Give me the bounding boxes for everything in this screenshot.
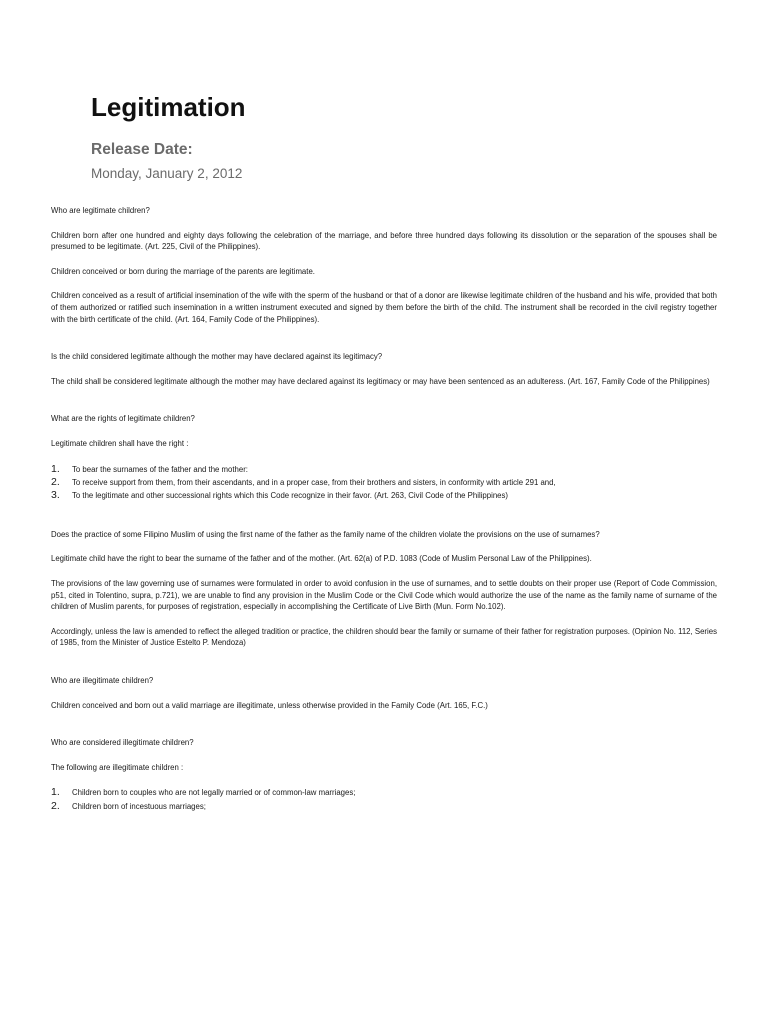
list-item: [51, 463, 717, 476]
list-number: 2.: [51, 475, 60, 488]
list-number: 3.: [51, 489, 60, 502]
paragraph: The provisions of the law governing use of surnames were formulated in order to avoid confusion in the use of surnames, and to settle doubts on their proper use (Report of Code Commission, p51, cited in Tolentino, supra, p.721), we are unable to find any provision in the Muslim Code or the Civil Code which would authorize the use of the name as the family name of surname of the children of Muslim parents, for purposes of registration, especially in accomplishing the Certificate of Live Birth (Mun. Form No.102).: [51, 578, 717, 612]
list-item-text: Children born to couples who are not legally married or of common-law marriages;: [72, 788, 356, 798]
paragraph: Children conceived as a result of artificial insemination of the wife with the sperm of the husband or that of a donor are likewise legitimate children of the husband and his wife, provided that both of them authorized or ratified such insemination in a written instrument executed and signed by them before the birth of the child. The instrument shall be recorded in the civil registry together with the birth certificate of the child. (Art. 164, Family Code of the Philippines).: [51, 291, 717, 324]
rights-list: [51, 463, 717, 503]
paragraph: Accordingly, unless the law is amended to reflect the alleged tradition or practice, the children should bear the family or surname of their father for registration purposes. (Opinion No. 112, Series of 1985, from the Minister of Justice Estelto P. Mendoza): [51, 626, 717, 648]
question-illegitimate-children: Who are illegitimate children?: [51, 675, 154, 685]
list-item-text: To receive support from them, from their ascendants, and in a proper case, from their brothers and sisters, in conformity with article 291 and,: [72, 477, 556, 487]
list-number: 1.: [51, 462, 60, 475]
list-item: [51, 489, 717, 502]
list-item: [51, 786, 717, 799]
paragraph: Children born after one hundred and eighty days following the celebration of the marriage, and before three hundred days following its dissolution or the separation of the spouses shall be presumed to be legitimate. (Art. 225, Civil of the Philippines).: [51, 230, 717, 252]
page-title: Legitimation: [91, 92, 246, 122]
question-legitimate-children: Who are legitimate children?: [51, 206, 150, 215]
question-rights-legitimate: What are the rights of legitimate children?: [51, 414, 195, 424]
paragraph: Legitimate child have the right to bear the surname of the father and of the mother. (Art. 62(a) of P.D. 1083 (Code of Muslim Personal Law of the Philippines).: [51, 554, 592, 564]
list-item: [51, 800, 717, 813]
paragraph: The following are illegitimate children :: [51, 762, 184, 772]
release-date-value: Monday, January 2, 2012: [91, 166, 243, 181]
release-date-label: Release Date:: [91, 141, 193, 158]
list-item-text: To bear the surnames of the father and the mother:: [72, 464, 248, 474]
illegitimate-list: [51, 786, 717, 813]
list-number: 2.: [51, 799, 60, 812]
question-considered-illegitimate: Who are considered illegitimate children?: [51, 738, 194, 748]
paragraph: Legitimate children shall have the right :: [51, 438, 189, 448]
list-item-text: Children born of incestuous marriages;: [72, 801, 206, 811]
list-item: [51, 476, 717, 489]
question-declared-against-legitimacy: Is the child considered legitimate although the mother may have declared against its legitimacy?: [51, 352, 383, 362]
paragraph: The child shall be considered legitimate although the mother may have declared against its legitimacy or may have been sentenced as an adulteress. (Art. 167, Family Code of the Philippines): [51, 376, 710, 386]
question-muslim-surnames: Does the practice of some Filipino Muslim of using the first name of the father as the family name of the children violate the provisions on the use of surnames?: [51, 529, 600, 539]
paragraph: Children conceived or born during the marriage of the parents are legitimate.: [51, 266, 315, 276]
document-body: [51, 205, 717, 813]
paragraph: Children conceived and born out a valid marriage are illegitimate, unless otherwise provided in the Family Code (Art. 165, F.C.): [51, 700, 488, 710]
list-number: 1.: [51, 786, 60, 799]
list-item-text: To the legitimate and other successional rights which this Code recognize in their favor. (Art. 263, Civil Code of the Philippines): [72, 491, 508, 501]
